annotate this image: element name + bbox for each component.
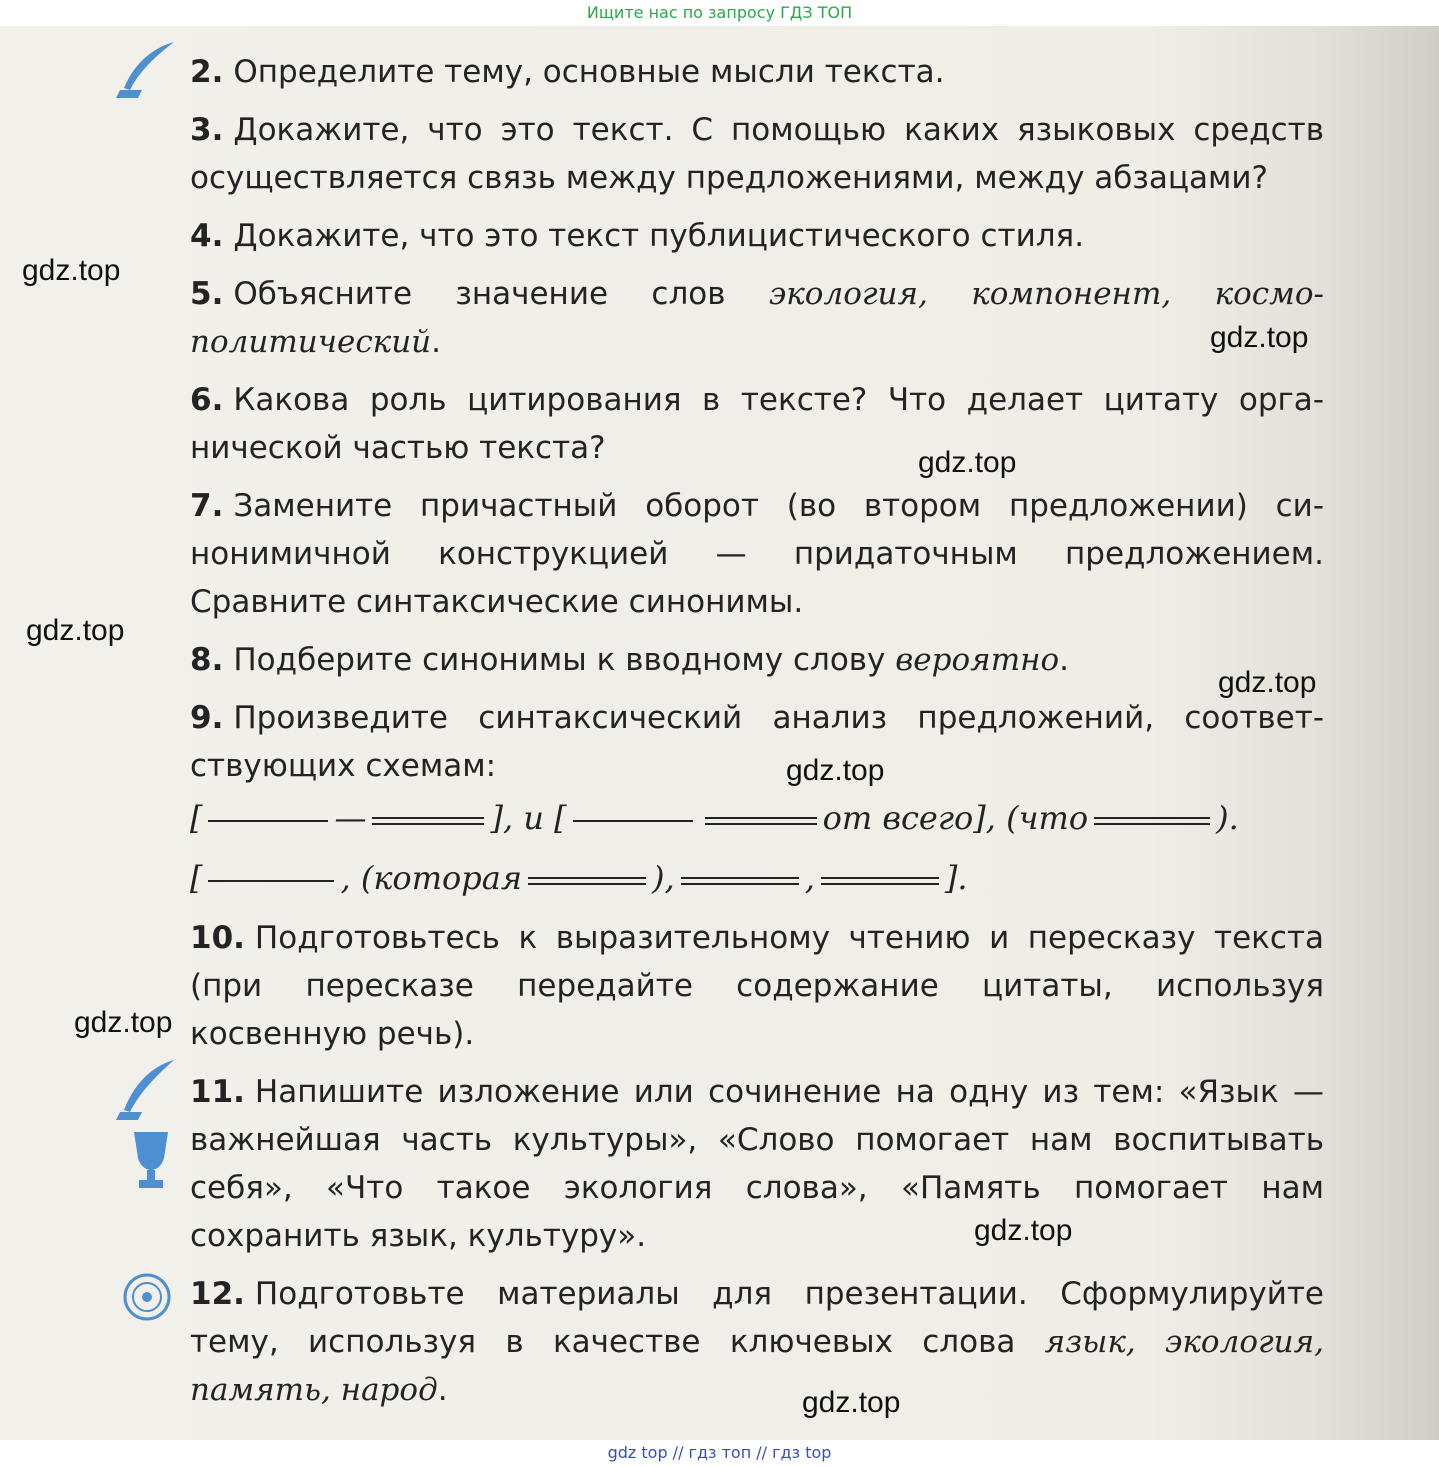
- watermark-text: gdz.top: [74, 1006, 173, 1039]
- sentence-schema-2: [ , (которая ), , ].: [190, 859, 968, 897]
- task-7: 7. Замените причастный оборот (во втором предложении) синонимичной конструкцией — придаточным предложением. Сравните синтаксические синонимы.: [190, 488, 1324, 620]
- predicate-underline: [528, 877, 646, 885]
- top-banner[interactable]: Ищите нас по запросу ГДЗ ТОП: [0, 0, 1439, 26]
- task-11: 11. Напишите изложение или сочинение на одну из тем: «Язык — важнейшая часть культуры», «Слово помогает нам воспитывать себя», «Что такое экология слова», «Память помогает нам сохранить язык, культуру».: [190, 1074, 1324, 1254]
- watermark-text: gdz.top: [974, 1214, 1073, 1247]
- task-4: 4. Докажите, что это текст публицистического стиля.: [190, 218, 1085, 254]
- predicate-underline: [1094, 817, 1210, 825]
- bottom-banner[interactable]: gdz top // гдз топ // гдз top: [0, 1440, 1439, 1467]
- predicate-underline: [681, 877, 799, 885]
- task-5: 5. Объясните значение слов экология, компонент, космополитический.: [190, 276, 1324, 360]
- exercise-list: [190, 48, 1324, 1424]
- task-8: 8. Подберите синонимы к вводному слову вероятно.: [190, 642, 1070, 678]
- subject-underline: [573, 820, 693, 822]
- predicate-underline: [821, 877, 939, 885]
- predicate-underline: [372, 817, 484, 825]
- watermark-text: gdz.top: [26, 614, 125, 647]
- task-10: 10. Подготовьтесь к выразительному чтению и пересказу текста (при пересказе передайте содержание цитаты, используя косвенную речь).: [190, 920, 1324, 1052]
- quill-pen-icon: [112, 1058, 178, 1124]
- trophy-cup-icon: [128, 1128, 174, 1192]
- task-6: 6. Какова роль цитирования в тексте? Что делает цитату органической частью текста?: [190, 382, 1324, 466]
- subject-underline: [208, 880, 334, 882]
- watermark-text: gdz.top: [802, 1386, 901, 1419]
- cd-disc-icon: [122, 1272, 172, 1322]
- task-12: 12. Подготовьте материалы для презентации. Сформулируйте тему, используя в качестве ключевых слова язык, экология, память, народ.: [190, 1276, 1324, 1408]
- quill-pen-icon: [112, 40, 178, 102]
- watermark-text: gdz.top: [786, 754, 885, 787]
- subject-underline: [208, 820, 328, 822]
- watermark-text: gdz.top: [22, 254, 121, 287]
- task-2: 2. Определите тему, основные мысли текста.: [190, 54, 945, 90]
- watermark-text: gdz.top: [1218, 666, 1317, 699]
- task-9: 9. Произведите синтаксический анализ предложений, соответствующих схемам:: [190, 700, 1324, 784]
- sentence-schema-1: [ — ], и [ от всего], (что ).: [190, 799, 1239, 837]
- watermark-text: gdz.top: [918, 446, 1017, 479]
- task-3: 3. Докажите, что это текст. С помощью каких языковых средств осуществляется связь между предложениями, между абзацами?: [190, 112, 1324, 196]
- predicate-underline: [705, 817, 817, 825]
- watermark-text: gdz.top: [1210, 321, 1309, 354]
